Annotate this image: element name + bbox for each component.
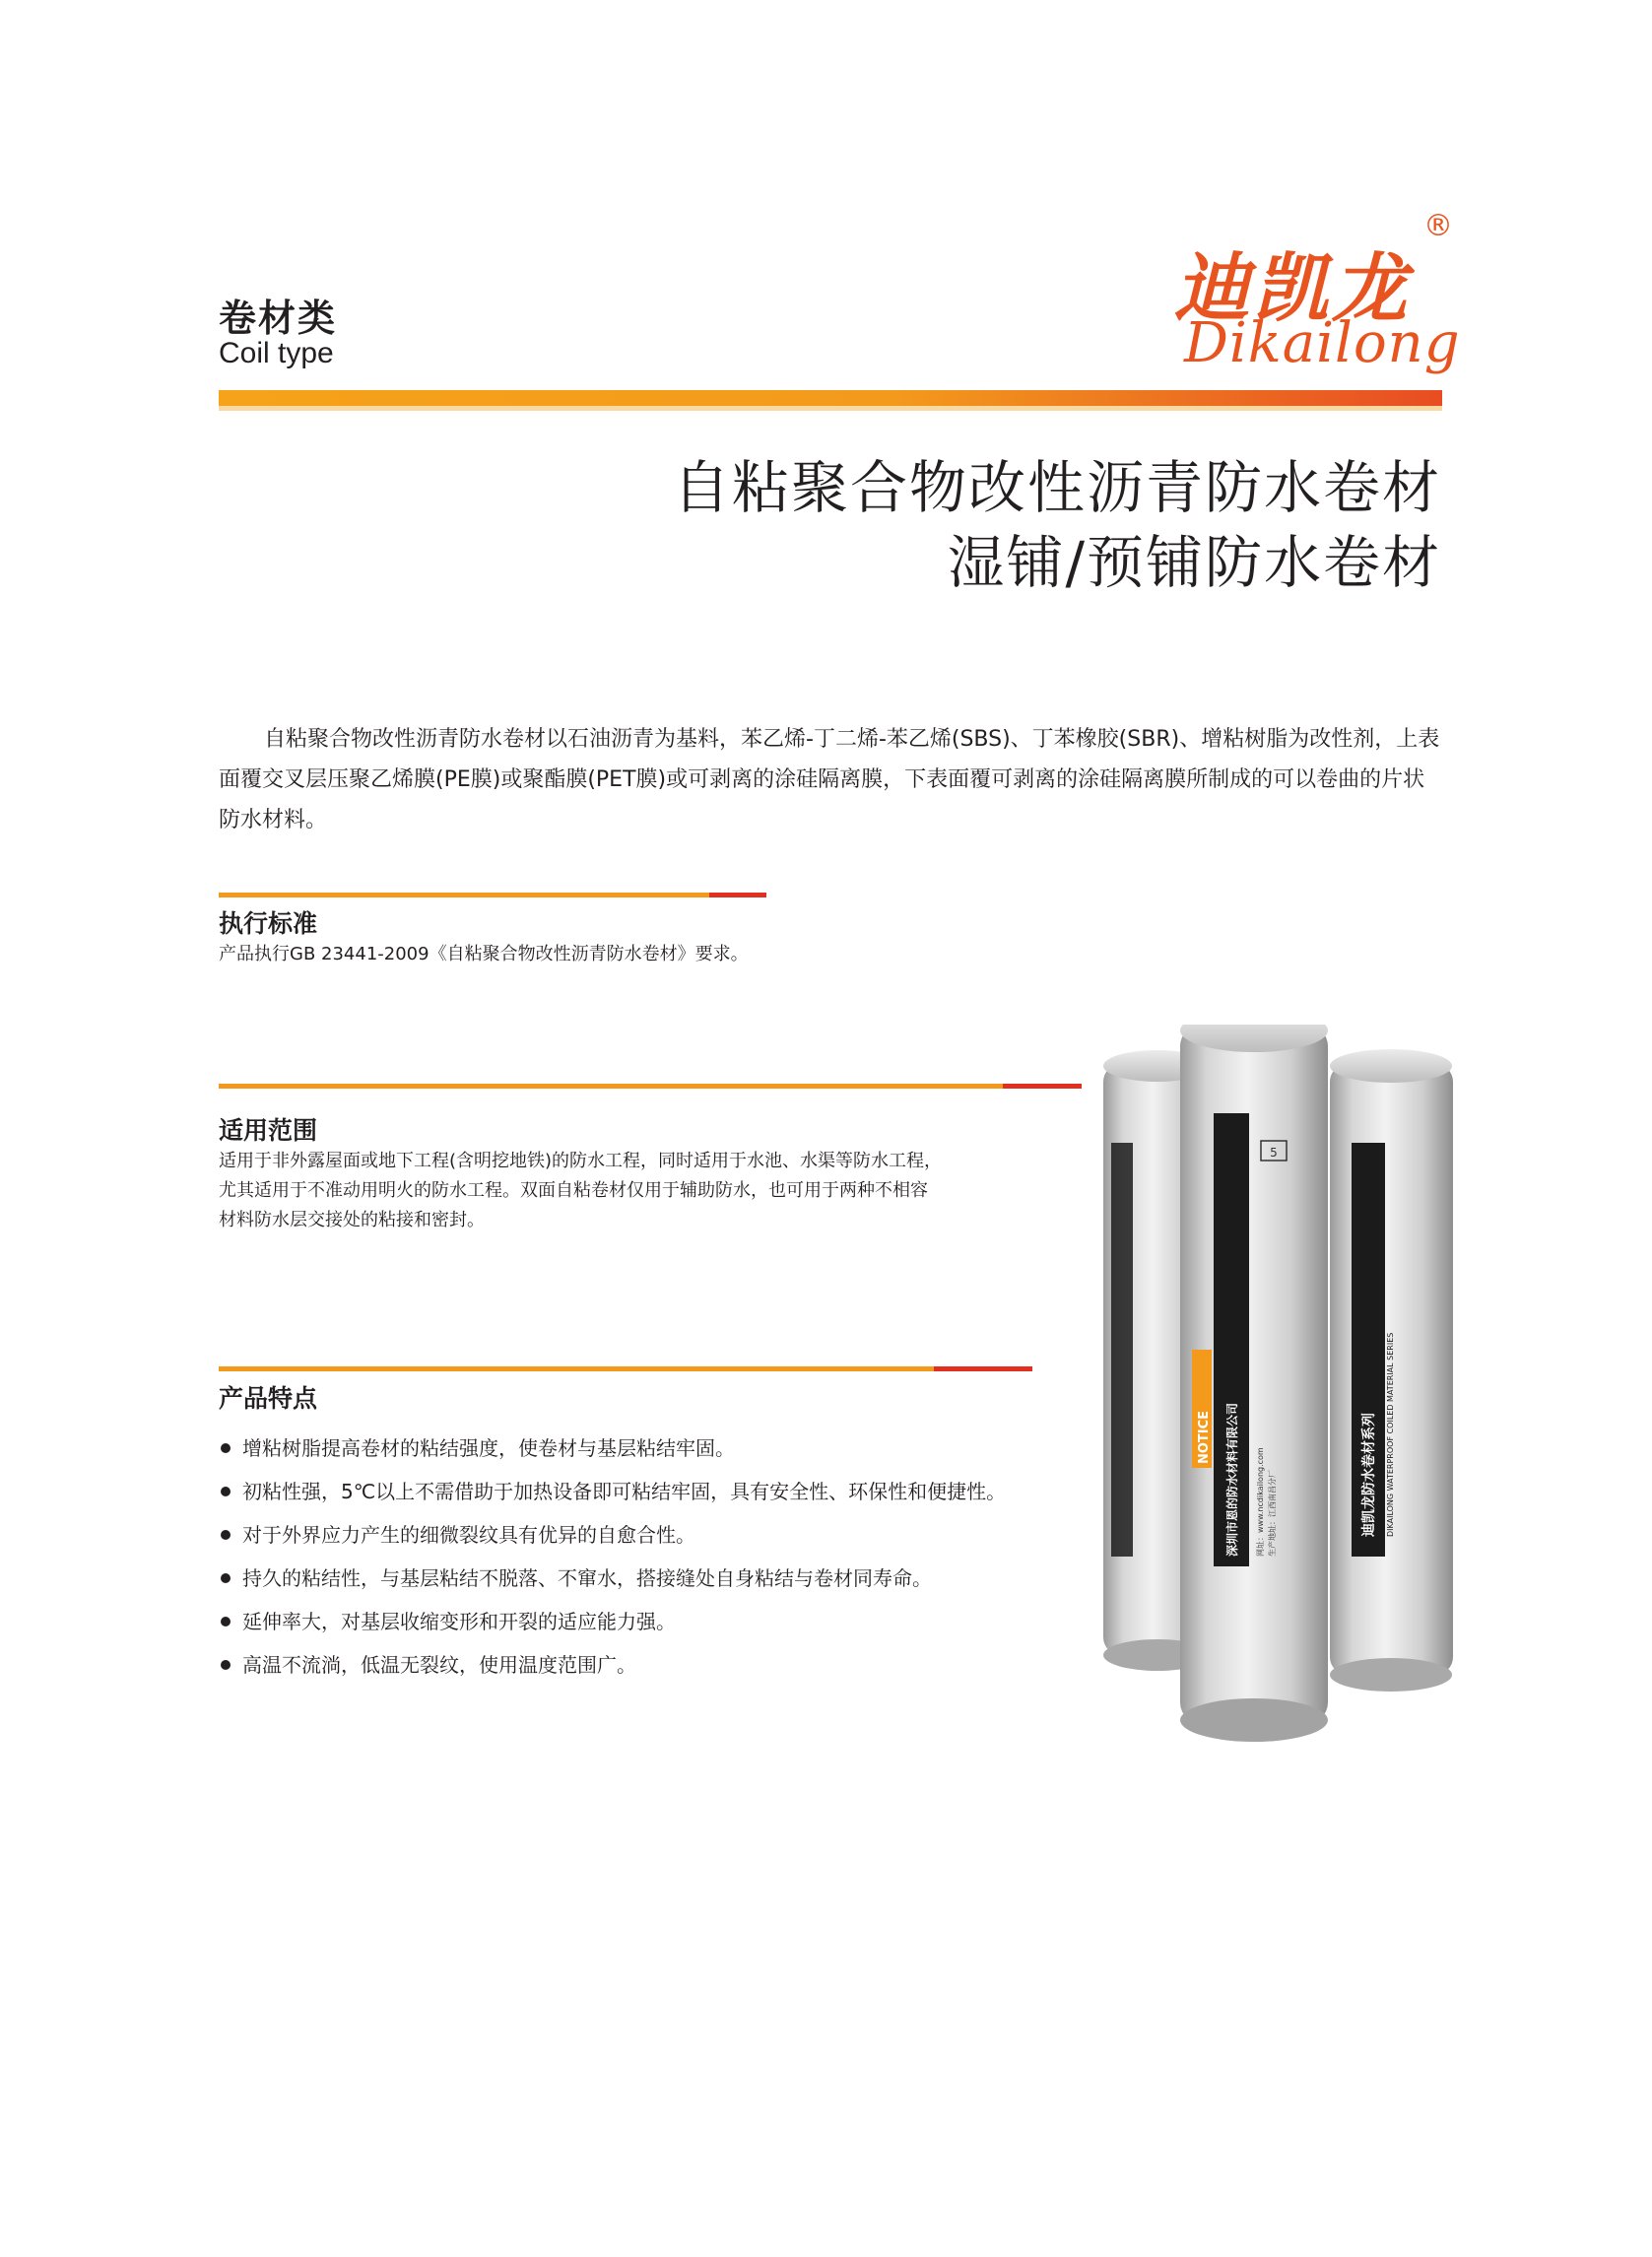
scope-line: 适用于非外露屋面或地下工程(含明挖地铁)的防水工程，同时适用于水池、水渠等防水工程， [219,1151,943,1171]
website-label: 网址：www.ncdikailong.com [1256,1447,1265,1557]
category-title-cn: 卷材类 [219,297,338,340]
series-label-cn: 迪凯龙防水卷材系列 [1361,1413,1377,1537]
notice-label: NOTICE [1197,1410,1212,1464]
section-rule-standard [219,893,766,897]
category-title-en: Coil type [219,337,334,369]
header-divider-bar [219,390,1442,406]
scope-line: 尤其适用于不准动用明火的防水工程。双面自粘卷材仅用于辅助防水，也可用于两种不相容 [219,1180,928,1201]
scope-text [219,1147,1066,1235]
features-heading: 产品特点 [219,1384,318,1413]
standard-heading: 执行标准 [219,909,318,938]
bullet-icon [221,1573,231,1583]
feature-item: 持久的粘结性，与基层粘结不脱落、不窜水，搭接缝处自身粘结与卷材同寿命。 [219,1566,1006,1610]
roll-center [1180,1025,1328,1742]
bullet-icon [221,1443,231,1453]
section-rule-scope [219,1084,1082,1089]
feature-item: 初粘性强，5℃以上不需借助于加热设备即可粘结牢固，具有安全性、环保性和便捷性。 [219,1480,1006,1523]
company-label: 深圳市恩的防水材料有限公司 [1225,1402,1239,1557]
intro-paragraph: 自粘聚合物改性沥青防水卷材以石油沥青为基料，苯乙烯-丁二烯-苯乙烯(SBS)、丁苯橡胶(SBR)、增粘树脂为改性剂，上表面覆交叉层压聚乙烯膜(PE膜)或聚酯膜(PET膜)或可剥离的涂硅隔离膜，下表面覆可剥离的涂硅隔离膜所制成的可以卷曲的片状防水材料。 [219,727,1440,832]
bullet-icon [221,1617,231,1626]
series-label-en: DIKAILONG WATERPROOF COILED MATERIAL SERIES [1386,1332,1395,1537]
feature-item: 对于外界应力产生的细微裂纹具有优异的自愈合性。 [219,1523,1006,1566]
qty-mark: 5 [1270,1146,1278,1160]
feature-item: 延伸率大，对基层收缩变形和开裂的适应能力强。 [219,1610,1006,1653]
bullet-icon [221,1660,231,1670]
logo-text-en: Dikailong [1184,311,1461,375]
scope-heading: 适用范围 [219,1116,318,1145]
product-rolls-image [1093,1025,1468,1744]
header-divider-shadow [219,406,1442,411]
brand-logo [1174,205,1470,382]
roll-right [1330,1049,1453,1692]
address-label: 生产地址：江西南昌分厂 [1268,1470,1277,1557]
product-title-line1: 自粘聚合物改性沥青防水卷材 [672,454,1441,521]
bullet-icon [221,1487,231,1496]
registered-mark: ® [1423,209,1453,243]
feature-item: 增粘树脂提高卷材的粘结强度，使卷材与基层粘结牢固。 [219,1436,1006,1480]
scope-line: 材料防水层交接处的粘接和密封。 [219,1210,485,1230]
feature-item: 高温不流淌，低温无裂纹，使用温度范围广。 [219,1653,1006,1696]
product-title-line2: 湿铺/预铺防水卷材 [947,529,1441,596]
section-rule-features [219,1366,1032,1371]
features-list [219,1436,1006,1696]
standard-text: 产品执行GB 23441-2009《自粘聚合物改性沥青防水卷材》要求。 [219,944,749,964]
bullet-icon [221,1530,231,1540]
logo-text-cn: 迪凯龙 [1174,244,1411,332]
